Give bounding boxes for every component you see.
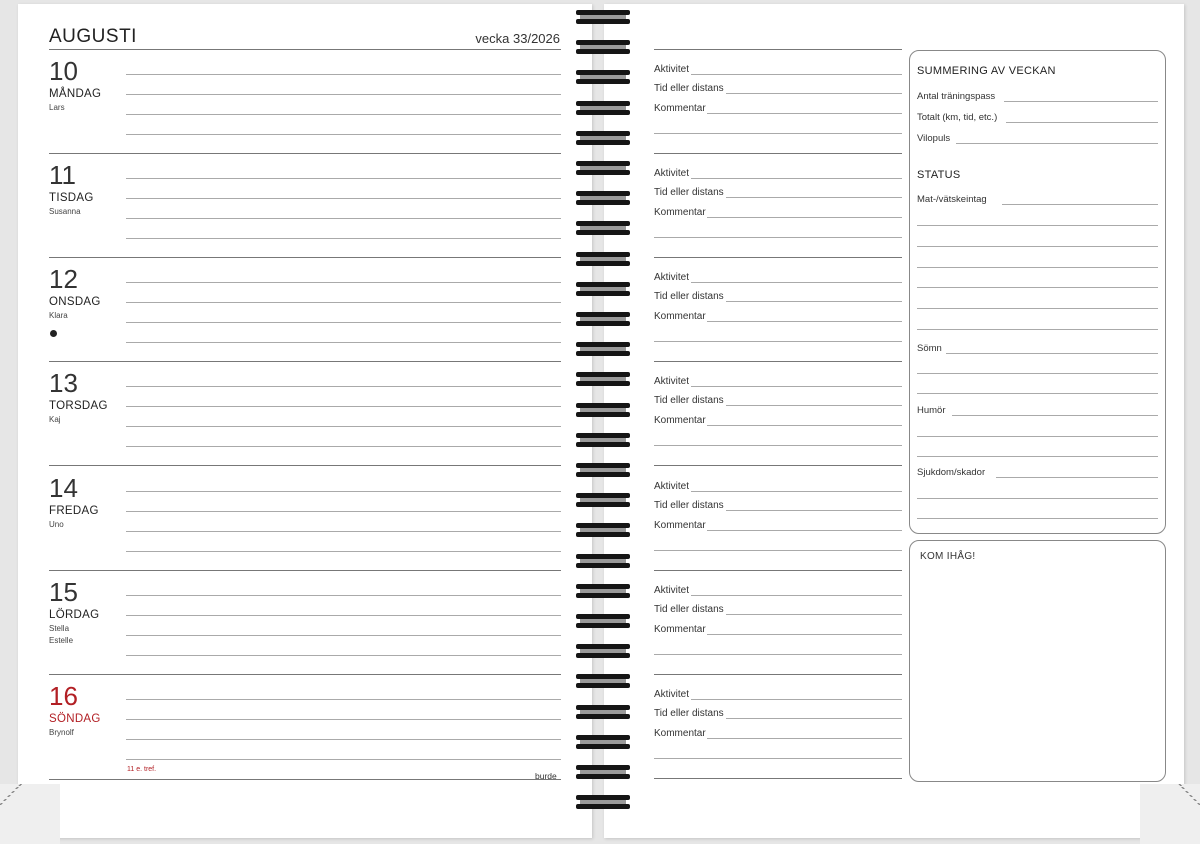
name-day-list [49,310,68,322]
time-distance-label: Tid eller distans [654,291,724,302]
name-day-list [49,519,64,531]
spiral-ring [576,403,630,417]
writing-line[interactable] [126,531,561,532]
spiral-ring [576,735,630,749]
status-title: STATUS [917,169,961,181]
name-day: Klara [49,311,68,320]
writing-line[interactable] [126,386,561,387]
writing-line[interactable] [126,719,561,720]
day-block [49,50,561,154]
time-distance-label: Tid eller distans [654,395,724,406]
name-day: Uno [49,520,64,529]
writing-line[interactable] [126,446,561,447]
time-distance-label: Tid eller distans [654,187,724,198]
name-day: Susanna [49,207,81,216]
day-number: 11 [49,160,76,190]
status-field-food: Mat-/vätskeintag [917,194,987,205]
day-name: ONSDAG [49,296,101,308]
name-day-list [49,623,73,647]
time-distance-label: Tid eller distans [654,500,724,511]
day-number: 14 [49,473,78,503]
day-name: MÅNDAG [49,88,102,100]
spiral-ring [576,252,630,266]
activity-line[interactable] [691,178,902,179]
status-line[interactable] [952,415,1158,416]
activity-line[interactable] [691,699,902,700]
spiral-ring [576,10,630,24]
spiral-ring [576,705,630,719]
activity-line[interactable] [691,74,902,75]
spiral-ring [576,765,630,779]
footer-rule [49,779,561,780]
status-line[interactable] [917,518,1158,519]
status-line[interactable] [917,225,1158,226]
time-distance-line[interactable] [726,301,902,302]
time-distance-line[interactable] [726,510,902,511]
status-line[interactable] [917,267,1158,268]
comment-label: Kommentar [654,624,706,635]
summary-line[interactable] [956,143,1158,144]
summary-line[interactable] [1006,122,1158,123]
comment-line[interactable] [654,758,902,759]
writing-line[interactable] [126,491,561,492]
comment-line[interactable] [707,217,902,218]
summary-field-resting-pulse: Vilopuls [917,133,951,144]
day-number: 16 [49,681,78,711]
writing-line[interactable] [126,134,561,135]
activity-line[interactable] [691,595,902,596]
activity-label: Aktivitet [654,168,690,179]
writing-line[interactable] [126,74,561,75]
day-block [49,675,561,779]
comment-label: Kommentar [654,728,706,739]
comment-label: Kommentar [654,415,706,426]
status-line[interactable] [917,246,1158,247]
day-divider [49,465,561,466]
name-day: Kaj [49,415,61,424]
activity-label: Aktivitet [654,64,690,75]
writing-line[interactable] [126,759,561,760]
writing-line[interactable] [126,739,561,740]
summary-title: SUMMERING AV VECKAN [917,65,1056,77]
day-name: SÖNDAG [49,713,101,725]
status-line[interactable] [917,393,1158,394]
activity-block [654,362,902,466]
comment-line[interactable] [654,237,902,238]
spiral-ring [576,674,630,688]
spiral-ring [576,191,630,205]
day-number: 10 [49,56,78,86]
day-name: FREDAG [49,505,99,517]
comment-line[interactable] [707,530,902,531]
spiral-ring [576,342,630,356]
day-name: TISDAG [49,192,94,204]
status-line[interactable] [917,329,1158,330]
day-block [49,467,561,571]
activity-line[interactable] [691,386,902,387]
activity-block [654,50,902,154]
comment-label: Kommentar [654,311,706,322]
status-line[interactable] [917,436,1158,437]
time-distance-line[interactable] [726,718,902,719]
time-distance-line[interactable] [726,405,902,406]
day-block [49,362,561,466]
status-line[interactable] [917,498,1158,499]
activity-divider [654,465,902,466]
writing-line[interactable] [126,511,561,512]
activity-label: Aktivitet [654,272,690,283]
spiral-ring [576,131,630,145]
status-field-sleep: Sömn [917,343,942,354]
status-field-mood: Humör [917,405,946,416]
moon-phase-icon [50,330,57,337]
time-distance-label: Tid eller distans [654,83,724,94]
writing-line[interactable] [126,406,561,407]
writing-line[interactable] [126,595,561,596]
name-day-list [49,727,74,739]
sunday-note: 11 e. tref. [127,766,157,773]
day-block [49,154,561,258]
day-block [49,571,561,675]
comment-line[interactable] [654,341,902,342]
writing-line[interactable] [126,198,561,199]
comment-line[interactable] [654,550,902,551]
activity-block [654,467,902,571]
time-distance-label: Tid eller distans [654,604,724,615]
comment-label: Kommentar [654,103,706,114]
status-line[interactable] [917,308,1158,309]
status-line[interactable] [917,287,1158,288]
activity-label: Aktivitet [654,585,690,596]
spiral-ring [576,644,630,658]
day-number: 12 [49,264,78,294]
spiral-ring [576,463,630,477]
day-name: LÖRDAG [49,609,100,621]
month-title: AUGUSTI [49,26,137,47]
remember-title: KOM IHÅG! [920,551,976,562]
summary-field-total: Totalt (km, tid, etc.) [917,112,998,123]
remember-box[interactable] [909,540,1166,782]
name-day-list [49,414,61,426]
spiral-ring [576,554,630,568]
writing-line[interactable] [126,655,561,656]
spiral-ring [576,614,630,628]
day-name: TORSDAG [49,400,108,412]
time-distance-label: Tid eller distans [654,708,724,719]
status-line[interactable] [946,353,1158,354]
name-day-list [49,102,65,114]
writing-line[interactable] [126,302,561,303]
activity-label: Aktivitet [654,481,690,492]
writing-line[interactable] [126,699,561,700]
activity-block [654,675,902,779]
name-day: Brynolf [49,728,74,737]
status-line[interactable] [917,456,1158,457]
activity-block [654,571,902,675]
summary-line[interactable] [1004,101,1158,102]
writing-line[interactable] [126,551,561,552]
writing-line[interactable] [126,114,561,115]
activity-block [654,258,902,362]
name-day: Lars [49,103,65,112]
writing-line[interactable] [126,282,561,283]
comment-line[interactable] [654,133,902,134]
day-block [49,258,561,362]
writing-line[interactable] [126,322,561,323]
writing-line[interactable] [126,426,561,427]
week-summary-box [909,50,1166,534]
comment-label: Kommentar [654,207,706,218]
writing-line[interactable] [126,94,561,95]
writing-line[interactable] [126,218,561,219]
spiral-ring [576,372,630,386]
day-number: 15 [49,577,78,607]
time-distance-line[interactable] [726,93,902,94]
spiral-ring [576,282,630,296]
writing-line[interactable] [126,178,561,179]
name-day-list [49,206,81,218]
comment-line[interactable] [654,654,902,655]
spiral-ring [576,523,630,537]
writing-line[interactable] [126,238,561,239]
spiral-ring [576,221,630,235]
comment-line[interactable] [707,738,902,739]
activity-divider [654,778,902,779]
comment-line[interactable] [707,634,902,635]
week-label: vecka 33/2026 [475,31,560,46]
spiral-ring [576,40,630,54]
spiral-ring [576,584,630,598]
status-line[interactable] [917,373,1158,374]
summary-field-sessions: Antal träningspass [917,91,996,102]
spiral-ring [576,161,630,175]
comment-label: Kommentar [654,520,706,531]
comment-line[interactable] [707,321,902,322]
status-field-injuries: Sjukdom/skador [917,467,986,478]
comment-line[interactable] [654,445,902,446]
status-line[interactable] [996,477,1158,478]
spiral-ring [576,433,630,447]
name-day: Stella [49,624,70,633]
name-day: Estelle [49,636,74,645]
comment-line[interactable] [707,425,902,426]
activity-block [654,154,902,258]
spiral-ring [576,70,630,84]
comment-line[interactable] [707,113,902,114]
writing-line[interactable] [126,615,561,616]
spiral-ring [576,493,630,507]
time-distance-line[interactable] [726,614,902,615]
day-number: 13 [49,368,78,398]
brand-label: burde [535,771,557,781]
spiral-ring [576,795,630,809]
activity-line[interactable] [691,491,902,492]
writing-line[interactable] [126,635,561,636]
writing-line[interactable] [126,342,561,343]
activity-label: Aktivitet [654,376,690,387]
spiral-ring [576,312,630,326]
spiral-ring [576,101,630,115]
activity-label: Aktivitet [654,689,690,700]
time-distance-line[interactable] [726,197,902,198]
activity-line[interactable] [691,282,902,283]
status-line[interactable] [1002,204,1158,205]
